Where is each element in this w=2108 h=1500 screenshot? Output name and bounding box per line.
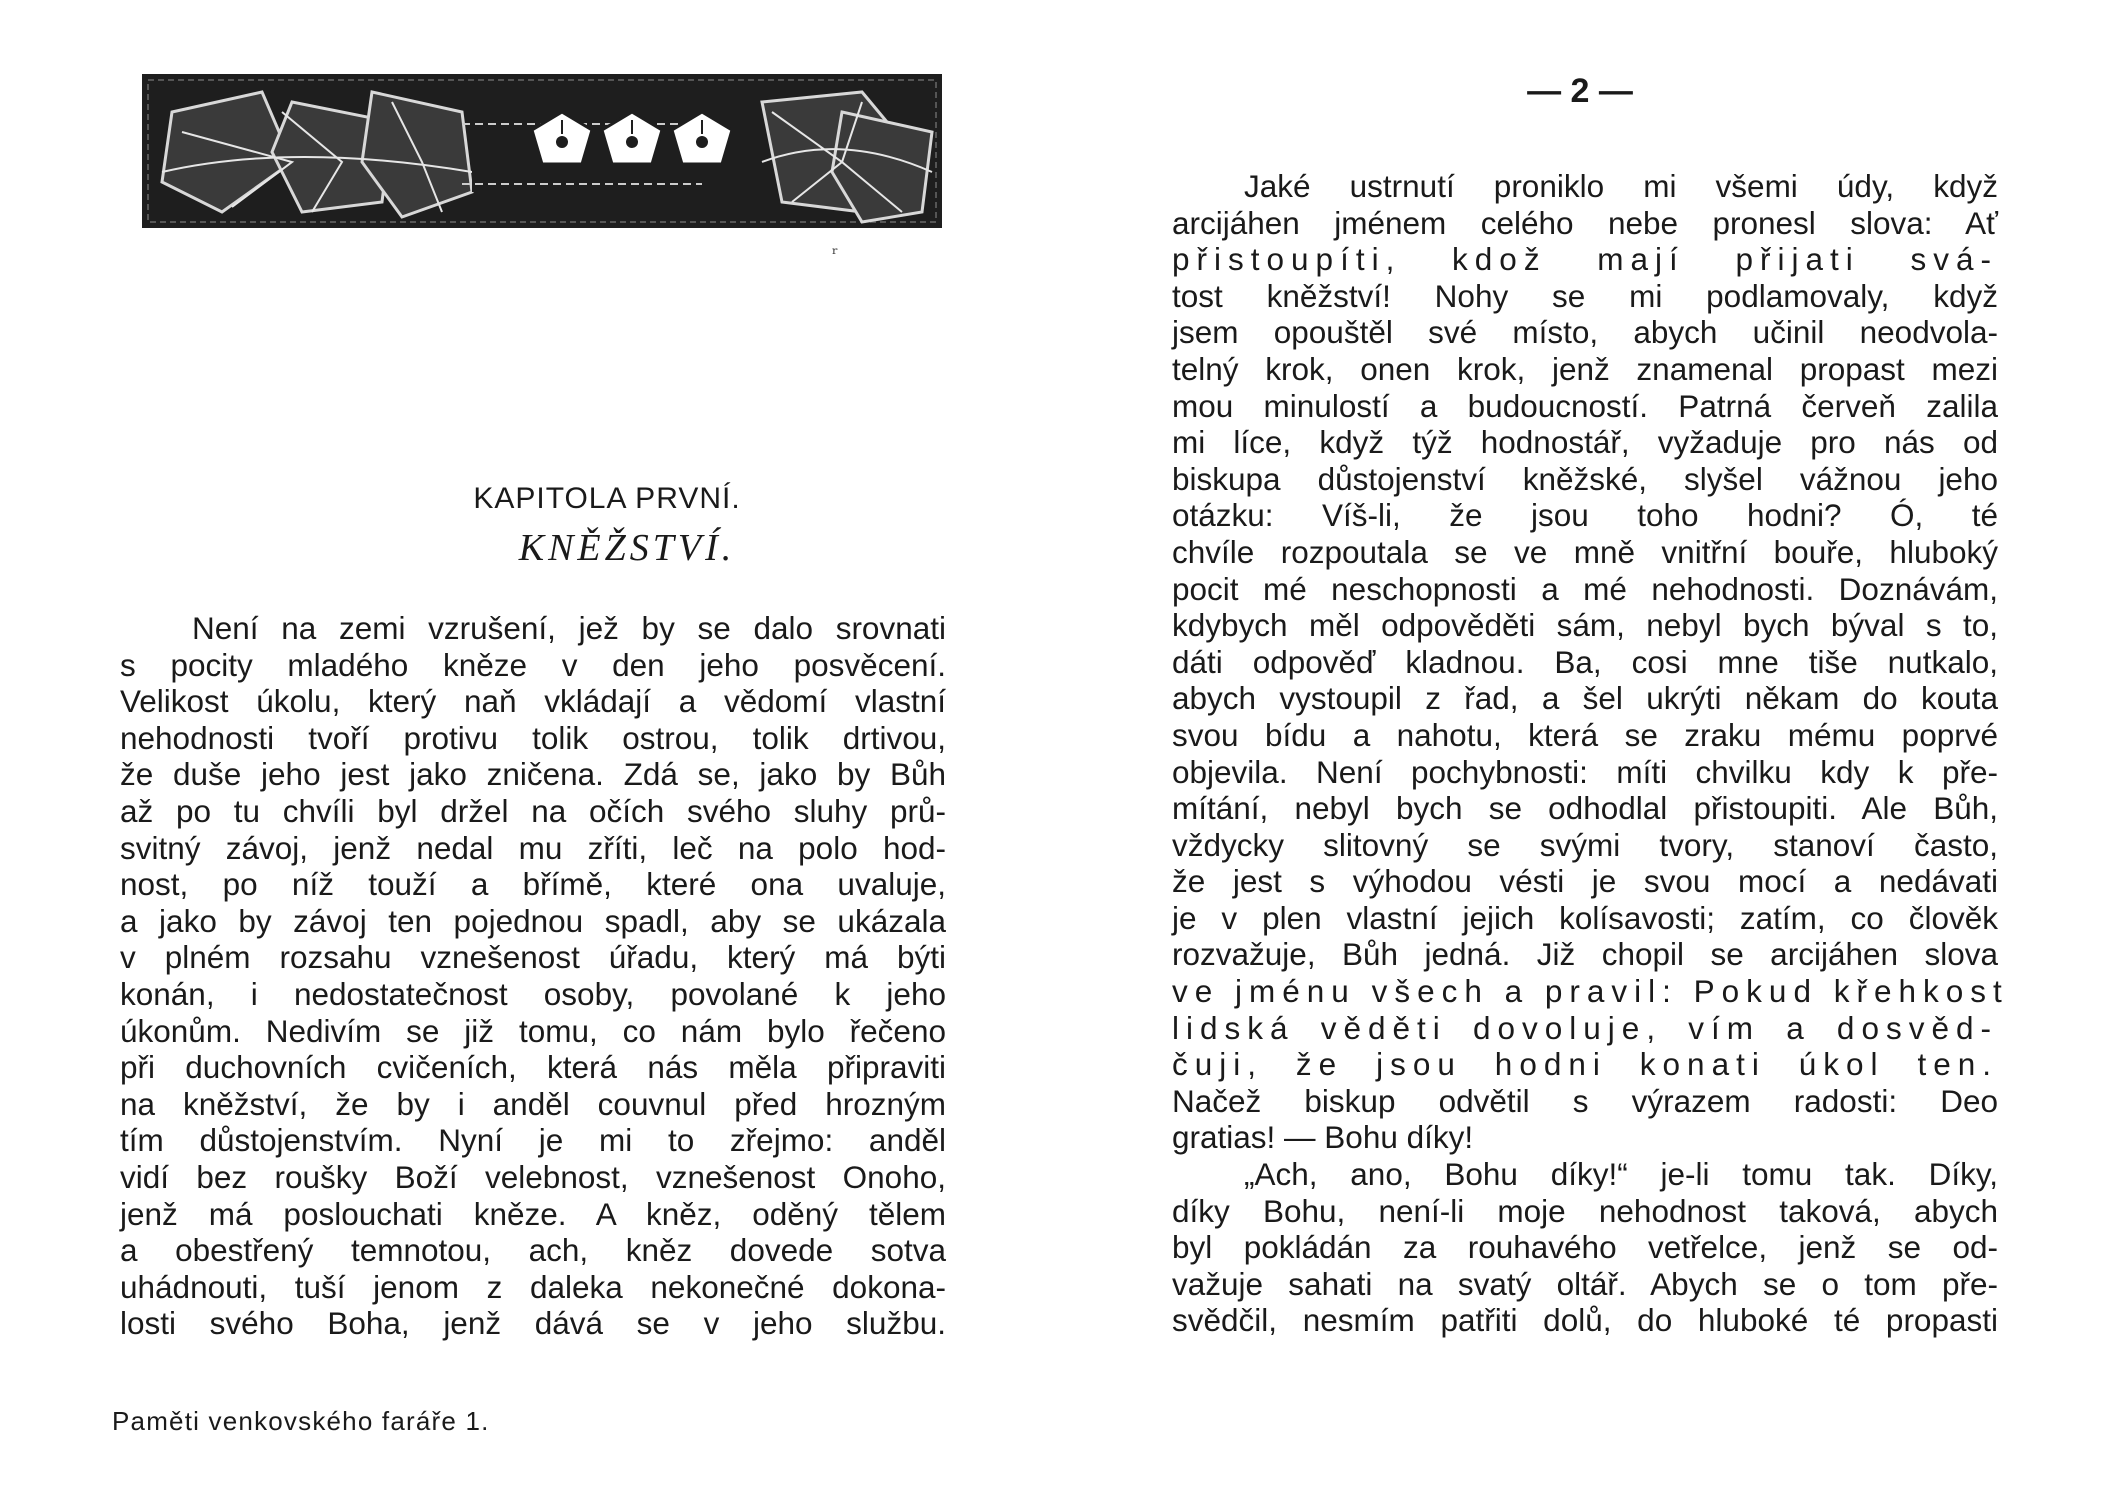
text-line: vidí bez roušky Boží velebnost, vznešenost Onoho,: [120, 1158, 946, 1195]
text-line: „Ach, ano, Bohu díky!“ je-li tomu tak. Díky,: [1244, 1156, 1998, 1193]
text-line: na kněžství, že by i anděl couvnul před hrozným: [120, 1085, 946, 1122]
text-line: arcijáhen jménem celého nebe pronesl slova: Ať: [1172, 204, 1998, 241]
text-line: Není na zemi vzrušení, jež by se dalo srovnati: [192, 610, 946, 646]
text-line: přistoupíti, kdož mají přijati svá-: [1172, 241, 1998, 278]
text-line: svou bídu a nahotu, která se zraku mému poprvé: [1172, 716, 1998, 753]
text-line: úkonům. Nedivím se již tomu, co nám bylo řečeno: [120, 1012, 946, 1049]
text-line: nehodnosti tvoří protivu tolik ostrou, tolik drtivou,: [120, 719, 946, 756]
text-line: chvíle rozpoutala se ve mně vnitřní bouře, hluboký: [1172, 533, 1998, 570]
text-line: mou minulostí a budoucností. Patrná červeň zalila: [1172, 387, 1998, 424]
text-line: a jako by závoj ten pojednou spadl, aby se ukázala: [120, 902, 946, 939]
text-line: kdybych měl odpověděti sám, nebyl bych býval s to,: [1172, 607, 1998, 644]
text-line: a obestřený temnotou, ach, kněz dovede sotva: [120, 1232, 946, 1269]
text-line: tost kněžství! Nohy se mi podlamovaly, když: [1172, 277, 1998, 314]
text-line: pocit mé neschopnosti a mé nehodnosti. Doznávám,: [1172, 570, 1998, 607]
text-line: rozvažuje, Bůh jedná. Již chopil se arcijáhen slova: [1172, 936, 1998, 973]
text-line: lidská věděti dovoluje, vím a dosvěd-: [1172, 1009, 1998, 1046]
text-line: otázku: Víš-li, že jsou toho hodni? Ó, té: [1172, 497, 1998, 534]
book-footer: Paměti venkovského faráře 1.: [112, 1406, 490, 1436]
chapter-ornament: [142, 72, 942, 230]
text-line: s pocity mladého kněze v den jeho posvěcení.: [120, 646, 946, 683]
text-line: Velikost úkolu, který naň vkládají a vědomí vlastní: [120, 683, 946, 720]
text-line: svědčil, nesmím patřiti dolů, do hluboké té propasti: [1172, 1302, 1998, 1339]
text-line: že jest s výhodou vésti je svou mocí a nedávati: [1172, 863, 1998, 900]
text-line: že duše jeho jest jako zničena. Zdá se, jako by Bůh: [120, 756, 946, 793]
text-line: díky Bohu, není-li moje nehodnost taková, abych: [1172, 1192, 1998, 1229]
text-line: biskupa důstojenství kněžské, slyšel vážnou jeho: [1172, 460, 1998, 497]
text-line: objevila. Není pochybnosti: míti chvilku kdy k pře-: [1172, 753, 1998, 790]
text-line: konán, i nedostatečnost osoby, povolané k jeho: [120, 975, 946, 1012]
text-line: nost, po níž touží a břímě, které ona uvaluje,: [120, 866, 946, 903]
text-line: mítání, nebyl bych se odhodlal přistoupiti. Ale Bůh,: [1172, 790, 1998, 827]
text-line: čuji, že jsou hodni konati úkol ten.: [1172, 1046, 1998, 1083]
chapter-label: KAPITOLA PRVNÍ.: [473, 482, 741, 515]
text-line: uhádnouti, tuší jenom z daleka nekonečné dokona-: [120, 1268, 946, 1305]
text-line: telný krok, onen krok, jenž znamenal propast mezi: [1172, 350, 1998, 387]
left-body-text: [120, 610, 946, 1342]
text-line: Jaké ustrnutí proniklo mi všemi údy, když: [1244, 168, 1998, 204]
text-line: važuje sahati na svatý oltář. Abych se o tom pře-: [1172, 1265, 1998, 1302]
text-line: ve jménu všech a pravil: Pokud křehkost: [1172, 973, 2009, 1010]
text-line: jsem opouštěl své místo, abych učinil neodvola-: [1172, 314, 1998, 351]
text-line: jenž má poslouchati kněze. A kněz, oděný tělem: [120, 1195, 946, 1232]
right-body-text: [1172, 168, 2009, 1339]
text-line: Načež biskup odvětil s výrazem radosti: Deo: [1172, 1082, 1998, 1119]
text-line: byl pokládán za rouhavého vetřelce, jenž se od-: [1172, 1229, 1998, 1266]
stray-mark: ʳ: [832, 244, 839, 265]
text-line: dáti odpověď kladnou. Ba, cosi mne tiše nutkalo,: [1172, 643, 1998, 680]
text-line: je v plen vlastní jejich kolísavosti; zatím, co člověk: [1172, 899, 1998, 936]
page-number: — 2 —: [1527, 72, 1633, 110]
chapter-title: KNĚŽSTVÍ.: [518, 527, 736, 569]
text-line: tím důstojenstvím. Nyní je mi to zřejmo: anděl: [120, 1122, 946, 1159]
text-line: mi líce, když týž hodnostář, vyžaduje pro nás od: [1172, 424, 1998, 461]
text-line: při duchovních cvičeních, která nás měla připraviti: [120, 1049, 946, 1086]
text-line: losti svého Boha, jenž dává se v jeho službu.: [120, 1305, 946, 1342]
text-line: abych vystoupil z řad, a šel ukrýti někam do kouta: [1172, 680, 1998, 717]
text-line: v plném rozsahu vznešenost úřadu, který má býti: [120, 939, 946, 976]
text-line: gratias! — Bohu díky!: [1172, 1119, 1474, 1156]
text-line: svitný závoj, jenž nedal mu zříti, leč na polo hod-: [120, 829, 946, 866]
text-line: vždycky slitovný se svými tvory, stanoví často,: [1172, 826, 1998, 863]
text-line: až po tu chvíli byl držel na očích svého sluhy prů-: [120, 792, 946, 829]
